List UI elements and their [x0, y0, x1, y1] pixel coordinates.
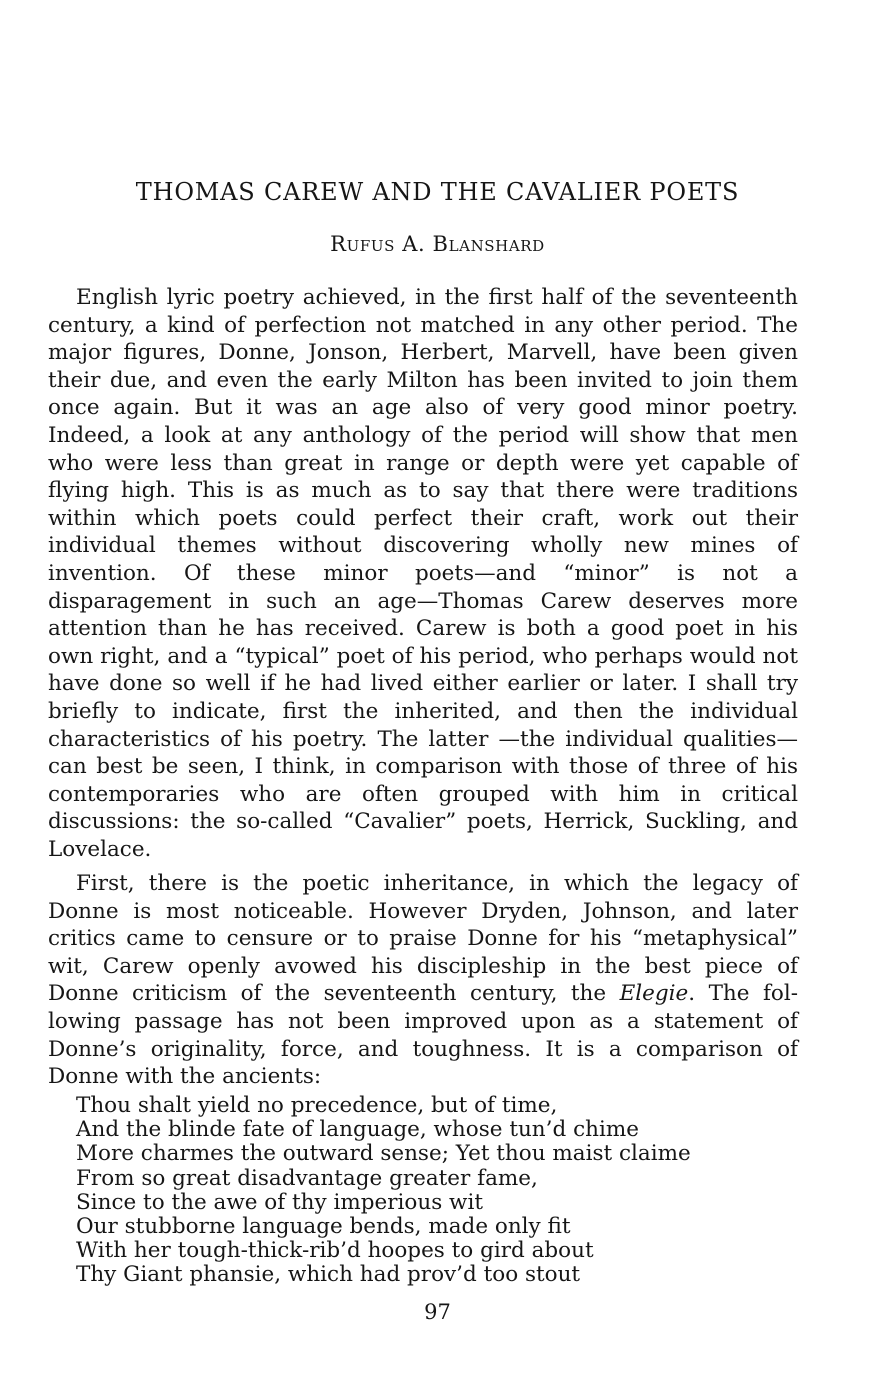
poem-line: Since to the awe of thy imperious wit	[76, 1189, 483, 1215]
paragraph-2	[48, 870, 798, 1091]
page-number: 97	[424, 1300, 451, 1324]
paragraph-2-text-before: First, there is the poetic inheritance, in which the legacy of Donne is most noticeable. However Dryden, Johnson, and later critics came to censure or to praise Donne for his “metaphysical” wit, Carew openly avowed his discipleship in the best piece of Donne criticism of the seventeenth century, the	[48, 871, 798, 1007]
poem-line: More charmes the outward sense; Yet thou maist claime	[76, 1141, 691, 1167]
poem-line: Our stubborne language bends, made only fit	[76, 1214, 571, 1240]
poem-line: With her tough-thick-rib’d hoopes to gird about	[76, 1238, 594, 1264]
article-author: Rufus A. Blanshard	[330, 232, 545, 256]
poem-quotation	[76, 1094, 816, 1288]
paragraph-2-text-after: . The following passage has not been improved upon as a statement of Donne’s originality, force, and toughness. It is a comparison of Donne with the ancients:	[48, 981, 798, 1090]
poem-line: From so great disadvantage greater fame,	[76, 1165, 538, 1191]
paragraph-1: English lyric poetry achieved, in the first half of the seventeenth century, a kind of perfection not matched in any other period. The major figures, Donne, Jonson, Herbert, Marvell, have been given their due, and even the early Milton has been invited to join them once again. But it was an age also of very good minor poetry. Indeed, a look at any anthology of the period will show that men who were less than great in range or depth were yet capable of flying high. This is as much as to say that there were traditions within which poets could perfect their craft, work out their individual themes without discovering wholly new mines of invention. Of these minor poets—and “minor” is not a disparagement in such an age—Thomas Carew deserves more attention than he has received. Carew is both a good poet in his own right, and a “typical” poet of his period, who perhaps would not have done so well if he had lived either earlier or later. I shall try briefly to indicate, first the inherited, and then the individual characteristics of his poetry. The latter —the individual qualities—can best be seen, I think, in comparison with those of three of his contemporaries who are often grouped with him in critical discussions: the so-called “Cavalier” poets, Herrick, Suckling, and Lovelace.	[48, 285, 798, 862]
paragraph-2-italic-title: Elegie	[619, 981, 689, 1007]
article-title: THOMAS CAREW AND THE CAVALIER POETS	[135, 178, 740, 206]
poem-line: And the blinde fate of language, whose tun’d chime	[76, 1117, 639, 1143]
poem-line: Thy Giant phansie, which had prov’d too stout	[76, 1262, 581, 1288]
poem-line: Thou shalt yield no precedence, but of time,	[76, 1093, 558, 1118]
